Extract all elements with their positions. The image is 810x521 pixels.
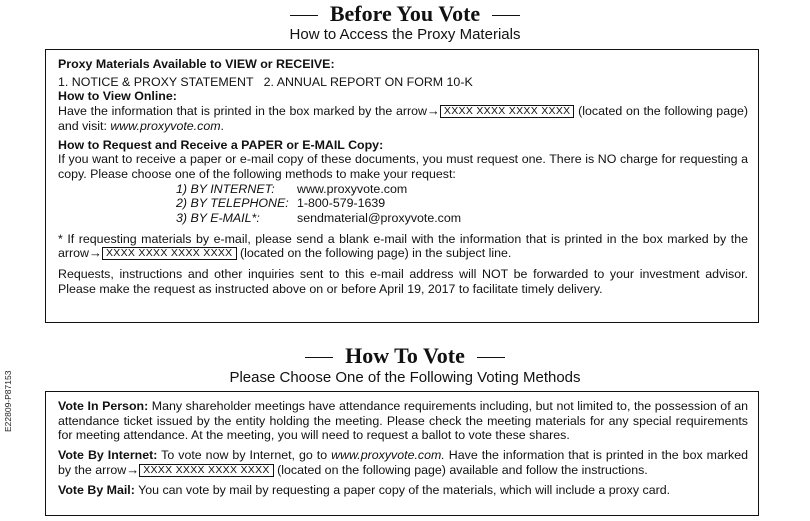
in-person-text: Many shareholder meetings have attendance requirements including, but not limited to, the possession of an attendance ticket issued by the entity holding the meeting. Please check the meeting materials for any special requirements for meeting attendance. At the meeting, you will need to request a ballot to vote these shares.	[58, 399, 748, 443]
internet-text-3: (located on the following page) available and follow the instructions.	[277, 462, 648, 477]
email-note-2: (located on the following page) in the subject line.	[239, 246, 512, 261]
arrow-icon: →	[88, 245, 102, 261]
footer-note: Requests, instructions and other inquiries sent to this e-mail address will NOT be forwarded to your investment advisor. Please make the request as instructed above on or before April 19, 2017 to facilitate timely delivery.	[58, 267, 748, 296]
internet-link[interactable]: www.proxyvote.com.	[331, 448, 445, 463]
method-internet	[176, 182, 748, 197]
proxyvote-link[interactable]: www.proxyvote.com	[110, 118, 221, 133]
method-telephone	[176, 196, 748, 211]
materials-heading: Proxy Materials Available to VIEW or RECEIVE:	[58, 57, 335, 71]
method-label: 2) BY TELEPHONE:	[176, 196, 289, 211]
arrow-icon: →	[126, 461, 140, 477]
request-heading: How to Request and Receive a PAPER or E-MAIL Copy:	[58, 137, 384, 152]
mail-label: Vote By Mail:	[58, 482, 135, 497]
request-methods	[176, 182, 748, 226]
control-number-box: XXXX XXXX XXXX XXXX	[102, 247, 237, 260]
proxy-materials-box	[45, 49, 759, 323]
method-value[interactable]: sendmaterial@proxyvote.com	[297, 211, 462, 226]
before-title-text: Before You Vote	[329, 1, 481, 26]
method-label: 3) BY E-MAIL*:	[176, 211, 260, 226]
vote-in-person	[58, 399, 748, 443]
method-value[interactable]: 1-800-579-1639	[297, 196, 386, 211]
document-code: E22809-P87153	[3, 370, 13, 432]
request-text: If you want to receive a paper or e-mail copy of these documents, you must request one. There is NO charge for requesting a copy. Please choose one of the following methods to make your request:	[58, 152, 748, 181]
how-subtitle: Please Choose One of the Following Voting Methods	[229, 369, 581, 386]
title-rule-right	[477, 357, 505, 358]
period: .	[220, 118, 224, 133]
view-online-text	[58, 104, 748, 133]
title-rule-left	[305, 357, 333, 358]
method-label: 1) BY INTERNET:	[176, 181, 275, 196]
title-rule-left	[290, 15, 318, 16]
vote-by-internet	[58, 448, 748, 477]
control-number-box: XXXX XXXX XXXX XXXX	[440, 105, 575, 118]
vote-by-mail	[58, 483, 748, 498]
in-person-label: Vote In Person:	[58, 399, 149, 413]
internet-text-1: To vote now by Internet, go to	[161, 448, 328, 463]
internet-label: Vote By Internet:	[58, 448, 158, 463]
how-to-vote-title	[0, 343, 810, 369]
mail-text: You can vote by mail by requesting a paper copy of the materials, which will include a proxy card.	[138, 482, 671, 497]
email-note-1: * If requesting materials by e-mail, please send a blank e-mail with the information that is printed in the box marked by the arrow	[58, 231, 748, 261]
before-subtitle: How to Access the Proxy Materials	[289, 26, 521, 43]
before-you-vote-title	[0, 1, 810, 27]
arrow-icon: →	[426, 103, 440, 119]
title-rule-right	[492, 15, 520, 16]
voting-methods-box	[45, 391, 759, 516]
method-value[interactable]: www.proxyvote.com	[297, 181, 408, 196]
internet-text-2: Have the information that is printed in the box marked by the arrow	[58, 448, 748, 477]
method-email	[176, 211, 748, 226]
materials-list: 1. NOTICE & PROXY STATEMENT 2. ANNUAL REPORT ON FORM 10-K	[58, 74, 473, 89]
how-title-text: How To Vote	[345, 343, 465, 368]
view-text-2: (located on the following page) and visit:	[58, 104, 748, 133]
view-text-1: Have the information that is printed in the box marked by the arrow	[58, 104, 427, 119]
email-note	[58, 232, 748, 261]
control-number-box: XXXX XXXX XXXX XXXX	[139, 464, 274, 477]
view-online-heading: How to View Online:	[58, 89, 177, 104]
